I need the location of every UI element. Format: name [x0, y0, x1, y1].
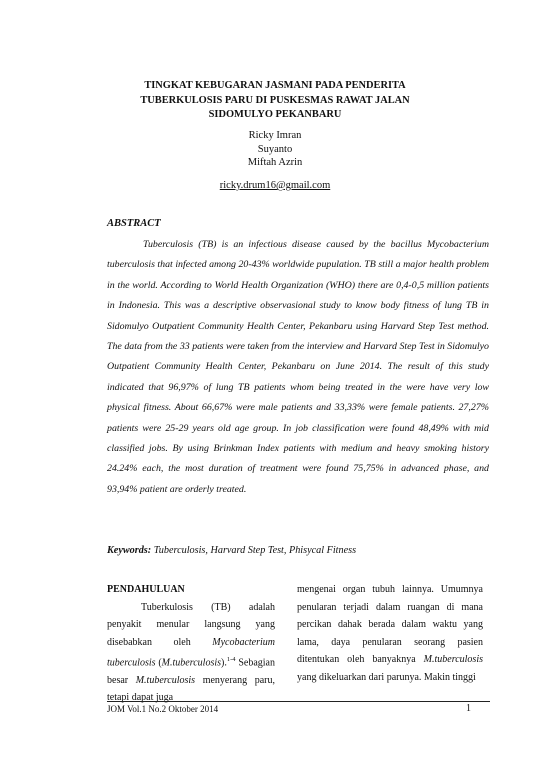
intro-left-column	[107, 581, 275, 707]
intro-italic-term: M.tuberculosis	[423, 654, 483, 665]
author-name: Suyanto	[257, 143, 293, 155]
keywords-line	[107, 545, 356, 556]
journal-footer: JOM Vol.1 No.2 Oktober 2014	[107, 704, 219, 714]
intro-right-column	[297, 581, 483, 686]
title-line: TUBERKULOSIS PARU DI PUSKESMAS RAWAT JALAN	[140, 94, 410, 106]
citation-superscript: 1-4	[226, 656, 236, 663]
author-name: Ricky Imran	[248, 130, 302, 141]
abstract-text: Tuberculosis (TB) is an infectious disease caused by the bacillus Mycobacterium tuberculosis that infected among 20-43% worldwide pupulation. TB still a major health problem in the world. According to World Health Organization (WHO) there are 0,4-0,5 million patients in Indonesia. This was a descriptive observasional study to know body fitness of lung TB in Sidomulyo Outpatient Community Health Center, Pekanbaru using Harvard Step Test method. The data from the 33 patients were taken from the interview and Harvard Step Test in Sidomulyo Outpatient Community Health Center, Pekanbaru on June 2014. The result of this study indicated that 96,97% of lung TB patients whom being treated in the were have very low physical fitness. About 66,67% were male patients and 33,33% were female patients. 27,27% patients were 25-29 years old age group. In job classification were found 48,49% with mid classified jobs. By using Brinkman Index patients with medium and heavy smoking history 24.24% each, the most duration of treatment were found 75,75% in advanced phase, and 93,94% patient are orderly treated.	[107, 239, 489, 495]
page-number: 1	[466, 703, 471, 714]
intro-heading: PENDAHULUAN	[107, 584, 185, 595]
keywords-text: Tuberculosis, Harvard Step Test, Phisycal Fitness	[151, 545, 357, 556]
author-name: Miftah Azrin	[247, 157, 303, 168]
author-list	[150, 129, 400, 170]
title-line: TINGKAT KEBUGARAN JASMANI PADA PENDERITA	[144, 80, 406, 91]
intro-italic-term: M.tuberculosis	[161, 657, 222, 669]
intro-text: mengenai organ tubuh lainnya. Umumnya penularan terjadi dalam ruangan di mana percikan dahak berada dalam waktu yang lama, daya penularan seorang pasien ditentukan oleh banyaknya	[297, 584, 483, 665]
intro-text: Sebagian besar	[107, 657, 275, 686]
keywords-label: Keywords:	[107, 545, 152, 556]
intro-italic-term: M.tuberculosis	[135, 674, 196, 686]
intro-text: yang dikeluarkan dari parunya. Makin tinggi	[297, 671, 476, 683]
intro-italic-term: Mycobacterium tuberculosis	[107, 636, 275, 669]
intro-text: (	[155, 657, 162, 669]
title-line: SIDOMULYO PEKANBARU	[208, 109, 342, 120]
footer-divider	[107, 701, 490, 702]
intro-text: menyerang paru, tetapi dapat juga	[107, 674, 275, 704]
abstract-heading: ABSTRACT	[107, 218, 161, 229]
author-email-link[interactable]: ricky.drum16@gmail.com	[219, 180, 331, 191]
intro-text: ).	[221, 657, 227, 669]
intro-text: Tuberkulosis (TB) adalah penyakit menular langsung yang disebabkan oleh	[107, 601, 275, 648]
paper-title	[90, 79, 460, 123]
